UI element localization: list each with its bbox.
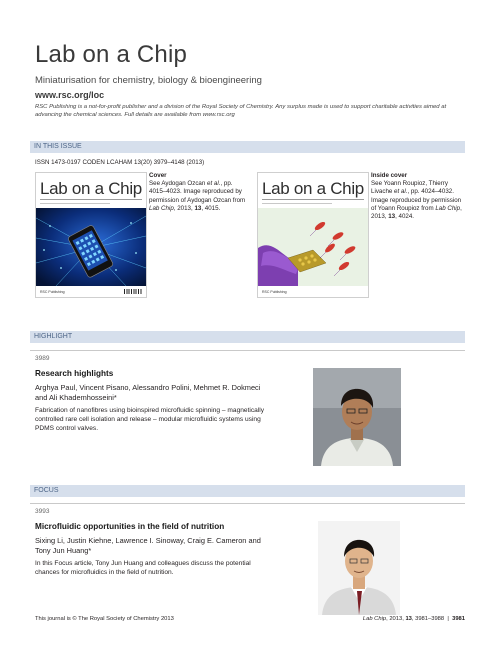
caption-text: , 2013,: [173, 204, 195, 212]
caption-text: See Aydogan Ozcan: [149, 180, 208, 188]
section-band-highlight: [30, 331, 465, 343]
article-authors: Arghya Paul, Vincent Pisano, Alessandro Polini, Mehmet R. Dokmeci and Ali Khademhosseini*: [35, 383, 261, 402]
caption-volume: 13: [194, 204, 202, 212]
article-abstract: In this Focus article, Tony Jun Huang and colleagues discuss the potential chances for microfluidics in the field of nutrition.: [35, 560, 251, 576]
inside-cover-caption: [371, 172, 467, 221]
section-label: IN THIS ISSUE: [34, 142, 82, 150]
section-band-focus: [30, 485, 465, 497]
cover-caption-heading: Cover: [149, 172, 167, 179]
article-title[interactable]: Microfluidic opportunities in the field of nutrition: [35, 522, 225, 531]
cover-publisher-mark: RSC Publishing: [40, 290, 65, 294]
caption-text: , pp. 4015–4023. Image reproduced by permission of Aydogan Ozcan from: [149, 180, 246, 204]
inside-cover-caption-heading: Inside cover: [371, 172, 408, 179]
article-abstract: Fabrication of nanofibres using bioinspired microfluidic spinning – magnetically controlled rare cell isolation and release – modular microfluidic systems using PDMS control valves.: [35, 407, 265, 432]
journal-url[interactable]: www.rsc.org/loc: [35, 90, 105, 100]
cover-publisher-mark: RSC Publishing: [262, 290, 287, 294]
caption-text: See Yoann Roupioz, Thierry Livache: [371, 180, 448, 196]
caption-et-al: et al.: [394, 188, 408, 196]
caption-text: , 2013,: [371, 204, 462, 220]
barcode-icon: [124, 289, 142, 294]
journal-title: Lab on a Chip: [35, 41, 188, 68]
journal-tagline: Miniaturisation for chemistry, biology & bioengineering: [35, 75, 262, 86]
caption-journal: Lab Chip: [435, 204, 461, 212]
footer-volume: 13: [405, 616, 412, 622]
inside-cover-artwork: [258, 208, 368, 286]
author-photo: [318, 521, 400, 615]
cover-title: Lab on a Chip: [262, 179, 364, 198]
footer-page-number: 3981: [452, 616, 465, 622]
section-label: FOCUS: [34, 486, 59, 494]
section-band-in-this-issue: [30, 141, 465, 153]
footer-separator: |: [444, 616, 453, 622]
section-label: HIGHLIGHT: [34, 332, 73, 340]
footer-text: , 2013,: [386, 616, 406, 622]
cover-divider: [262, 199, 364, 200]
publisher-notice: RSC Publishing is a not-for-profit publisher and a division of the Royal Society of Chemistry. Any surplus made is used to support charitable activities aimed at advancing the chemical sciences. Full details are available from www.rsc.org: [35, 104, 447, 118]
caption-text: , 4024.: [395, 212, 415, 220]
article-page-number: 3993: [35, 508, 50, 515]
cover-divider: [262, 203, 332, 204]
cover-divider: [40, 203, 110, 204]
caption-text: , 4015.: [201, 204, 221, 212]
author-photo: [313, 368, 401, 466]
footer-pages: , 3981–3988: [411, 616, 445, 622]
caption-volume: 13: [388, 212, 396, 220]
cover-title: Lab on a Chip: [40, 179, 142, 198]
caption-journal: Lab Chip: [149, 204, 174, 212]
caption-et-al: et al.: [207, 180, 221, 188]
footer-citation: [363, 616, 465, 622]
inside-cover-image[interactable]: [257, 172, 369, 298]
footer-journal: Lab Chip: [362, 616, 387, 622]
cover-divider: [40, 199, 142, 200]
footer-copyright: This journal is © The Royal Society of Chemistry 2013: [35, 616, 174, 622]
article-page-number: 3989: [35, 355, 50, 362]
caption-text: , pp. 4024–4032. Image reproduced by permission of Yoann Roupioz from: [371, 188, 462, 212]
section-rule: [30, 503, 465, 504]
article-authors: Sixing Li, Justin Kiehne, Lawrence I. Sinoway, Craig E. Cameron and Tony Jun Huang*: [35, 536, 261, 555]
article-title[interactable]: Research highlights: [35, 369, 114, 378]
cover-artwork: [36, 208, 146, 286]
section-rule: [30, 350, 465, 351]
issn-line: ISSN 1473-0197 CODEN LCAHAM 13(20) 3979–4148 (2013): [35, 159, 205, 166]
cover-image[interactable]: [35, 172, 147, 298]
cover-caption: [149, 172, 249, 213]
